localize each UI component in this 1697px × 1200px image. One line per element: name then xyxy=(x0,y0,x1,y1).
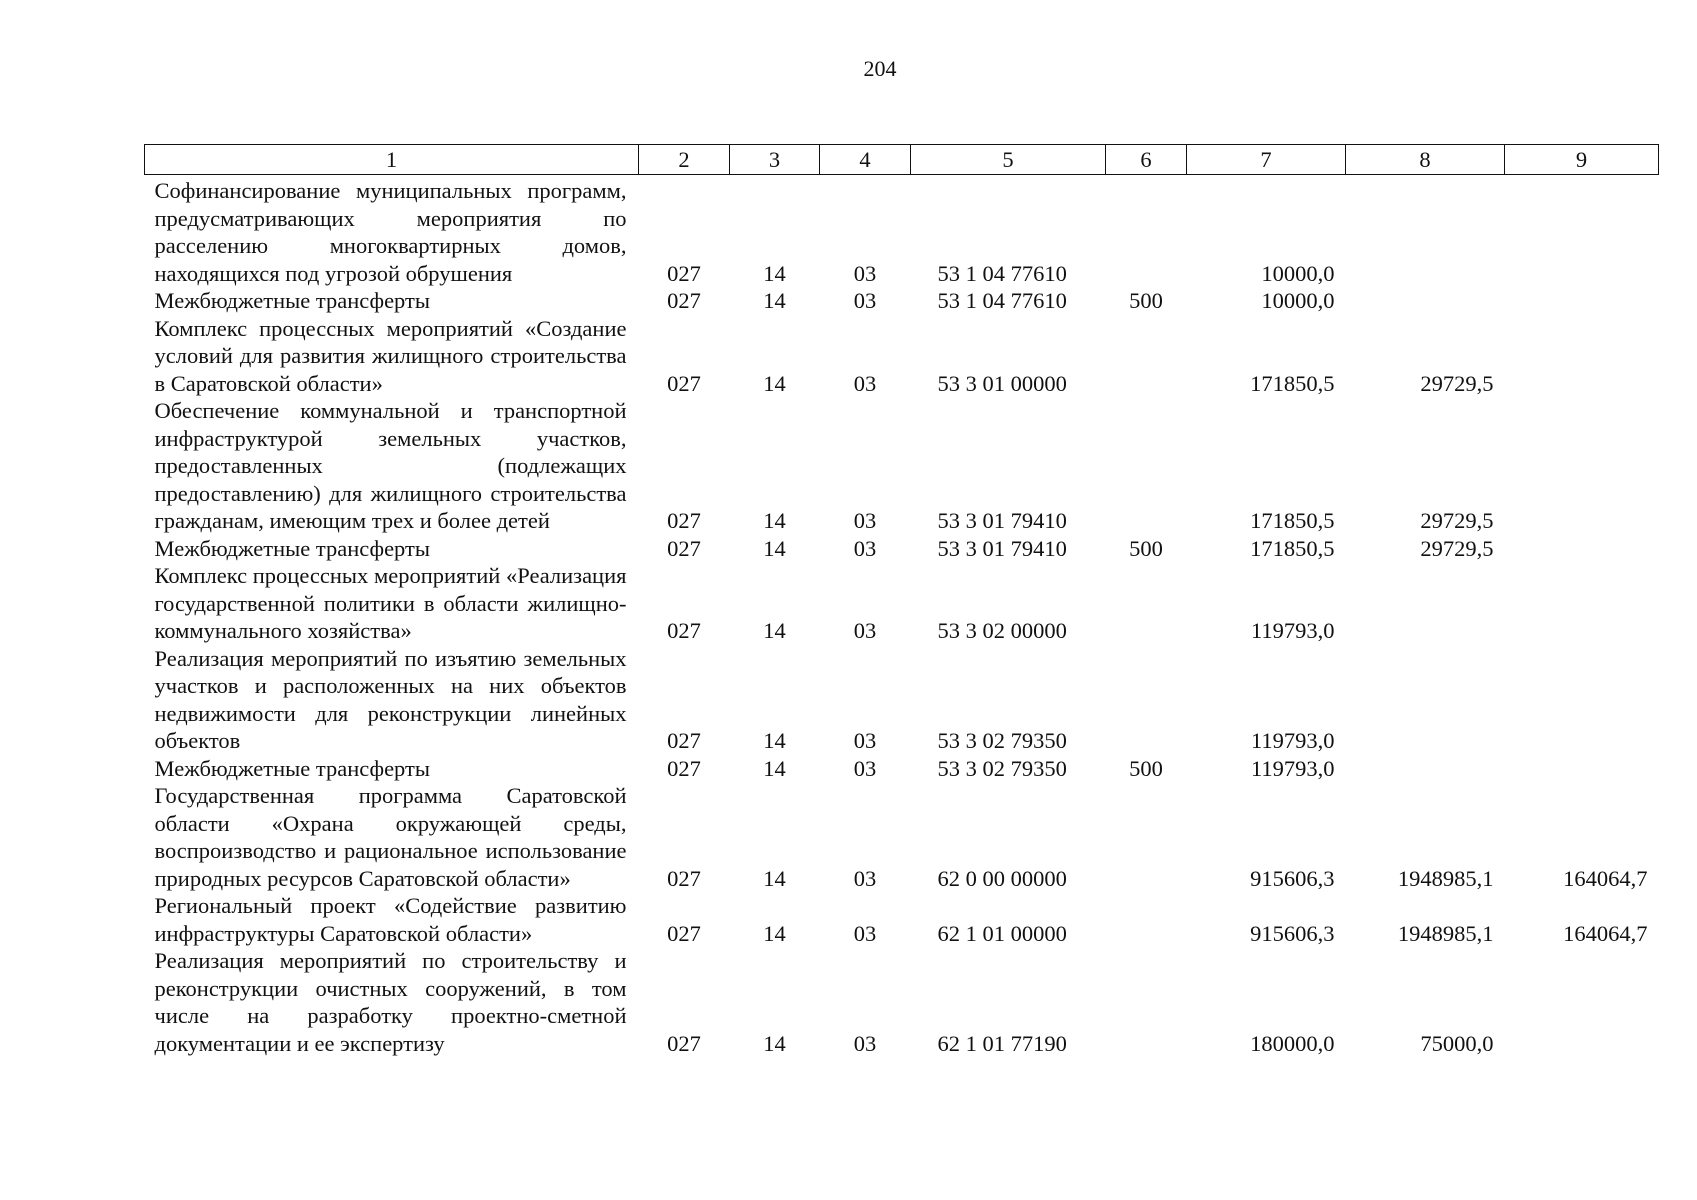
column-header-9: 9 xyxy=(1505,145,1659,175)
row-administrator-code: 027 xyxy=(667,260,701,286)
row-administrator-code: 027 xyxy=(667,370,701,396)
row-subsection-code: 03 xyxy=(853,508,877,533)
row-administrator-code: 027 xyxy=(667,508,701,533)
row-target-article: 53 1 04 77610 xyxy=(937,260,1067,286)
table-row xyxy=(145,947,1659,1057)
row-amount-column-7: 180000,0 xyxy=(1250,1030,1335,1056)
row-administrator-code: 027 xyxy=(667,728,701,753)
row-amount-column-7: 915606,3 xyxy=(1250,865,1335,891)
row-amount-column-8 xyxy=(1346,175,1505,288)
page-number: 204 xyxy=(863,56,897,81)
row-section-code: 14 xyxy=(763,508,786,533)
table-body xyxy=(145,175,1659,1058)
row-name: Региональный проект «Содействие развитию инфраструктуры Саратовской области» xyxy=(154,893,627,946)
row-amount-column-7: 10000,0 xyxy=(1261,260,1335,286)
table-row xyxy=(145,562,1659,645)
row-expense-type xyxy=(1106,645,1187,755)
table-row xyxy=(145,782,1659,892)
row-amount-column-7: 171850,5 xyxy=(1250,535,1335,561)
row-subsection-code: 03 xyxy=(853,288,877,313)
column-header-3: 3 xyxy=(730,145,820,175)
row-subsection-code: 03 xyxy=(853,618,877,643)
column-header-4: 4 xyxy=(820,145,911,175)
row-expense-type xyxy=(1106,947,1187,1057)
row-section-code: 14 xyxy=(763,728,786,753)
row-subsection-code: 03 xyxy=(853,535,877,561)
row-amount-column-9: 164064,7 xyxy=(1563,920,1648,946)
row-target-article: 62 1 01 77190 xyxy=(937,1030,1067,1056)
row-section-code: 14 xyxy=(763,755,786,781)
row-section-code: 14 xyxy=(763,288,786,313)
row-target-article: 53 3 02 00000 xyxy=(937,618,1067,643)
row-amount-column-9 xyxy=(1505,562,1659,645)
row-expense-type: 500 xyxy=(1129,535,1163,561)
row-section-code: 14 xyxy=(763,260,786,286)
row-subsection-code: 03 xyxy=(853,1030,877,1056)
row-amount-column-8: 75000,0 xyxy=(1420,1030,1494,1056)
table-row xyxy=(145,287,1659,315)
row-name: Межбюджетные трансферты xyxy=(154,755,430,781)
row-amount-column-9 xyxy=(1505,175,1659,288)
row-administrator-code: 027 xyxy=(667,1030,701,1056)
header-row xyxy=(145,145,1659,175)
table-row xyxy=(145,175,1659,288)
row-section-code: 14 xyxy=(763,370,786,396)
column-header-7: 7 xyxy=(1187,145,1346,175)
row-amount-column-7: 915606,3 xyxy=(1250,920,1335,946)
row-subsection-code: 03 xyxy=(853,865,877,891)
row-amount-column-8: 29729,5 xyxy=(1420,370,1494,396)
row-name: Комплекс процессных мероприятий «Реализация государственной политики в области жилищно-коммунального хозяйства» xyxy=(154,563,627,643)
column-header-5: 5 xyxy=(911,145,1106,175)
row-amount-column-8 xyxy=(1346,287,1505,315)
row-amount-column-9 xyxy=(1505,315,1659,398)
row-section-code: 14 xyxy=(763,865,786,891)
table-row xyxy=(145,892,1659,947)
row-amount-column-8 xyxy=(1346,645,1505,755)
table-header xyxy=(145,145,1659,175)
row-target-article: 62 0 00 00000 xyxy=(937,865,1067,891)
row-expense-type xyxy=(1106,562,1187,645)
row-subsection-code: 03 xyxy=(853,260,877,286)
row-name: Реализация мероприятий по строительству и реконструкции очистных сооружений, в том числе на разработку проектно-сметной документации и ее экспертизу xyxy=(154,948,627,1056)
column-header-6: 6 xyxy=(1106,145,1187,175)
column-header-8: 8 xyxy=(1346,145,1505,175)
row-target-article: 53 3 02 79350 xyxy=(937,728,1067,753)
row-amount-column-9 xyxy=(1505,645,1659,755)
table-row xyxy=(145,535,1659,563)
row-amount-column-8: 29729,5 xyxy=(1420,535,1494,561)
row-amount-column-9: 164064,7 xyxy=(1563,865,1648,891)
row-section-code: 14 xyxy=(763,1030,786,1056)
row-name: Межбюджетные трансферты xyxy=(154,535,430,561)
table-row xyxy=(145,315,1659,398)
row-subsection-code: 03 xyxy=(853,755,877,781)
row-amount-column-7: 171850,5 xyxy=(1250,508,1335,533)
row-administrator-code: 027 xyxy=(667,865,701,891)
column-header-2: 2 xyxy=(639,145,730,175)
row-name: Софинансирование муниципальных программ, предусматривающих мероприятия по расселению многоквартирных домов, находящихся под угрозой обрушения xyxy=(154,178,627,286)
row-section-code: 14 xyxy=(763,535,786,561)
row-amount-column-9 xyxy=(1505,287,1659,315)
row-administrator-code: 027 xyxy=(667,288,701,313)
row-expense-type xyxy=(1106,315,1187,398)
row-name: Межбюджетные трансферты xyxy=(154,288,430,313)
row-amount-column-7: 10000,0 xyxy=(1261,288,1335,313)
row-expense-type: 500 xyxy=(1129,755,1163,781)
row-amount-column-7: 171850,5 xyxy=(1250,370,1335,396)
row-administrator-code: 027 xyxy=(667,618,701,643)
row-amount-column-8: 1948985,1 xyxy=(1397,865,1494,891)
row-expense-type: 500 xyxy=(1129,288,1163,313)
row-name: Государственная программа Саратовской области «Охрана окружающей среды, воспроизводство и рациональное использование природных ресурсов Саратовской области» xyxy=(154,783,627,891)
row-amount-column-8 xyxy=(1346,755,1505,783)
row-target-article: 53 3 01 00000 xyxy=(937,370,1067,396)
row-amount-column-7: 119793,0 xyxy=(1250,728,1335,753)
row-subsection-code: 03 xyxy=(853,728,877,753)
column-header-1: 1 xyxy=(145,145,639,175)
row-amount-column-7: 119793,0 xyxy=(1250,755,1335,781)
row-expense-type xyxy=(1106,175,1187,288)
row-section-code: 14 xyxy=(763,920,786,946)
row-amount-column-9 xyxy=(1505,947,1659,1057)
row-amount-column-7: 119793,0 xyxy=(1250,618,1335,643)
row-target-article: 53 3 02 79350 xyxy=(937,755,1067,781)
row-amount-column-8: 1948985,1 xyxy=(1397,920,1494,946)
table-row xyxy=(145,397,1659,535)
table-row xyxy=(145,755,1659,783)
row-subsection-code: 03 xyxy=(853,370,877,396)
row-target-article: 53 3 01 79410 xyxy=(937,508,1067,533)
row-amount-column-9 xyxy=(1505,755,1659,783)
row-amount-column-9 xyxy=(1505,535,1659,563)
row-administrator-code: 027 xyxy=(667,535,701,561)
row-administrator-code: 027 xyxy=(667,920,701,946)
row-amount-column-9 xyxy=(1505,397,1659,535)
row-target-article: 53 1 04 77610 xyxy=(937,288,1067,313)
row-name: Комплекс процессных мероприятий «Создание условий для развития жилищного строительства в Саратовской области» xyxy=(154,315,627,396)
row-expense-type xyxy=(1106,892,1187,947)
row-name: Реализация мероприятий по изъятию земельных участков и расположенных на них объектов недвижимости для реконструкции линейных объектов xyxy=(154,645,627,753)
budget-table xyxy=(144,144,1659,1057)
table-row xyxy=(145,645,1659,755)
row-expense-type xyxy=(1106,397,1187,535)
row-name: Обеспечение коммунальной и транспортной инфраструктурой земельных участков, предоставленных (подлежащих предоставлению) для жилищного строительства гражданам, имеющим трех и более детей xyxy=(154,398,627,533)
row-section-code: 14 xyxy=(763,618,786,643)
row-administrator-code: 027 xyxy=(667,755,701,781)
row-target-article: 53 3 01 79410 xyxy=(937,535,1067,561)
row-amount-column-8 xyxy=(1346,562,1505,645)
row-amount-column-8: 29729,5 xyxy=(1420,508,1494,533)
row-expense-type xyxy=(1106,782,1187,892)
row-target-article: 62 1 01 00000 xyxy=(937,920,1067,946)
row-subsection-code: 03 xyxy=(853,920,877,946)
